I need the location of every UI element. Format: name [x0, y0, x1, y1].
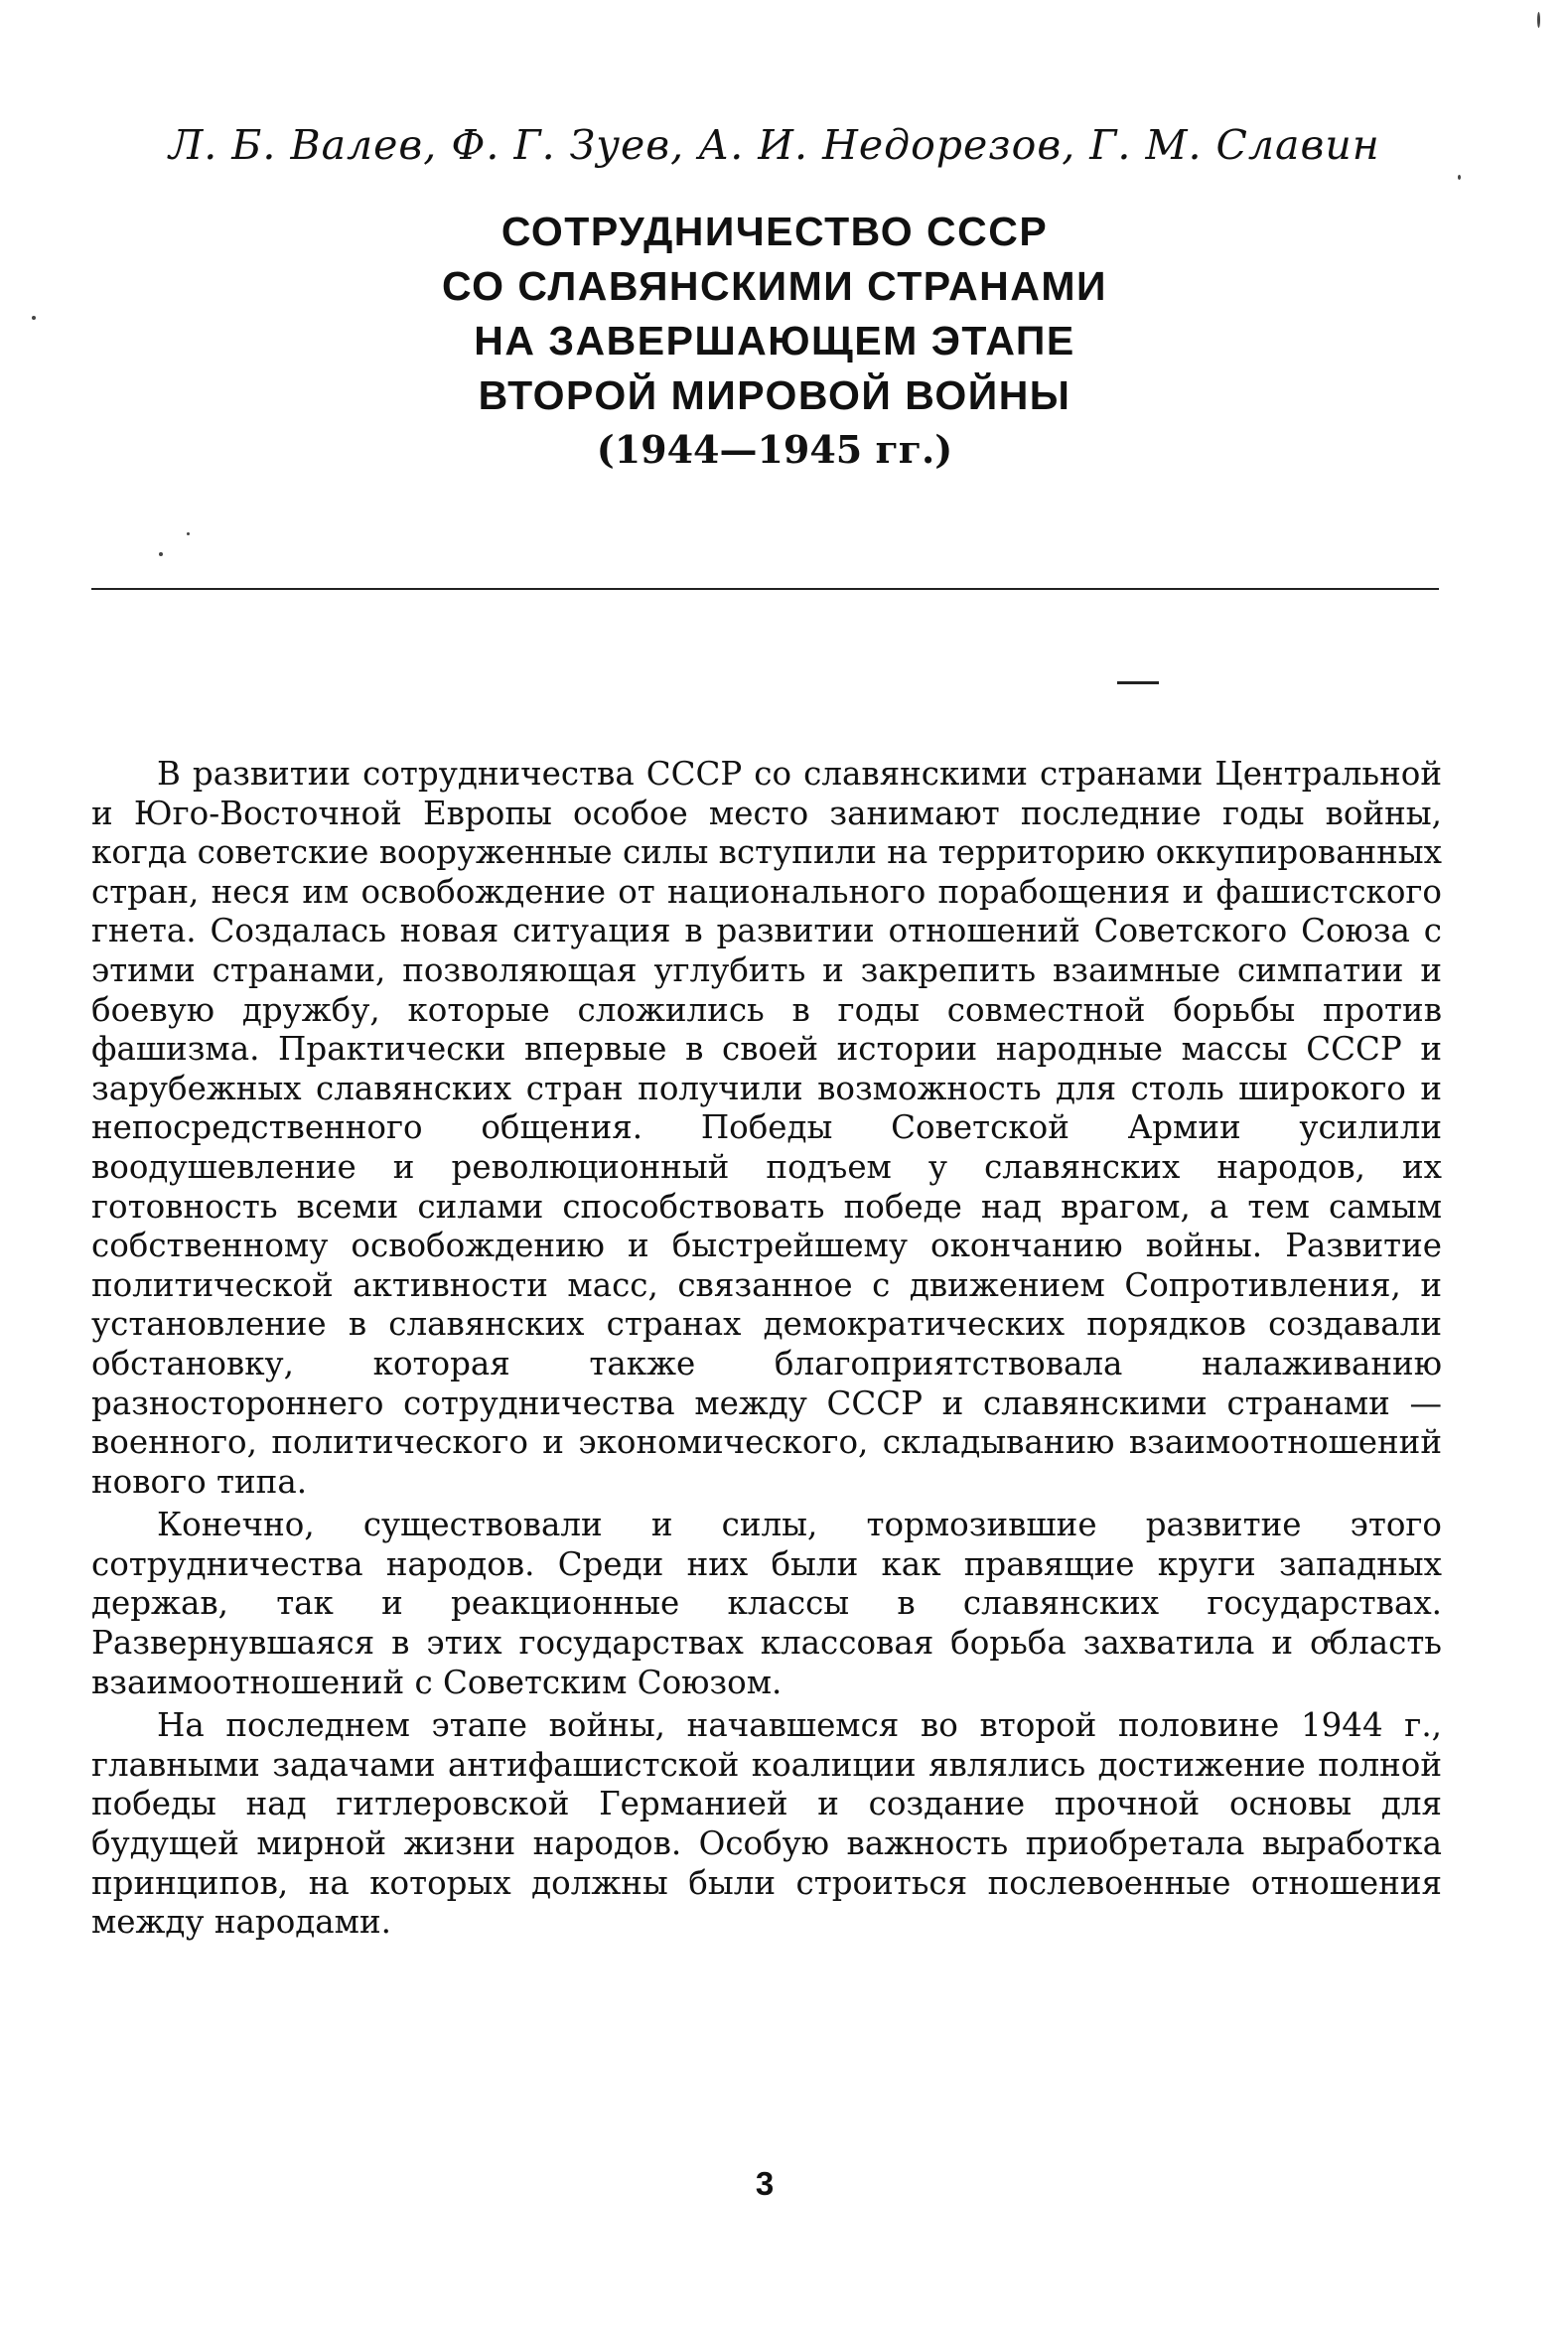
- authors: Л. Б. Валев, Ф. Г. Зуев, А. И. Недорезов, Г. М. Славин: [169, 121, 1380, 169]
- scan-speck: [159, 552, 163, 556]
- scan-speck: [1458, 175, 1461, 180]
- scan-speck: [32, 316, 36, 320]
- article-body: [91, 755, 1442, 1947]
- paragraph: В развитии сотрудничества СССР со славянскими странами Центральной и Юго-Восточной Европы особое место занимают последние годы войны, когда советские вооруженные силы вступили на территорию оккупированных стран, неся им освобождение от национального порабощения и фашистского гнета. Создалась новая ситуация в развитии отношений Советского Союза с этими странами, позволяющая углубить и закрепить взаимные симпатии и боевую дружбу, которые сложились в годы совместной борьбы против фашизма. Практически впервые в своей истории народные массы СССР и зарубежных славянских стран получили возможность для столь широкого и непосредственного общения. Победы Советской Армии усилили воодушевление и революционный подъем у славянских народов, их готовность всеми силами способствовать победе над врагом, а тем самым собственному освобождению и быстрейшему окончанию войны. Развитие политической активности масс, связанное с движением Сопротивления, и установление в славянских странах демократических порядков создавали обстановку, которая также благоприятствовала налаживанию разностороннего сотрудничества между СССР и славянскими странами — военного, политического и экономического, складыванию взаимоотношений нового типа.: [91, 755, 1442, 1501]
- title-line: ВТОРОЙ МИРОВОЙ ВОЙНЫ: [478, 372, 1071, 418]
- header-rule: [91, 588, 1439, 590]
- page-number: 3: [755, 2165, 775, 2202]
- paragraph: На последнем этапе войны, начавшемся во второй половине 1944 г., главными задачами антифашистской коалиции являлись достижение полной победы над гитлеровской Германией и создание прочной основы для будущей мирной жизни народов. Особую важность приобретала выработка принципов, на которых должны были строиться послевоенные отношения между народами.: [91, 1706, 1442, 1942]
- paragraph: Конечно, существовали и силы, тормозившие развитие этого сотрудничества народов. Среди них были как правящие круги западных держав, так и реакционные классы в славянских государствах. Развернувшаяся в этих государствах классовая борьба захватила и область взаимоотношений с Советским Союзом.: [91, 1506, 1442, 1701]
- title-years: (1944—1945 гг.): [596, 427, 953, 472]
- title-line: СО СЛАВЯНСКИМИ СТРАНАМИ: [442, 263, 1107, 309]
- decorative-dash: [1117, 681, 1159, 684]
- scan-speck: [1537, 12, 1540, 28]
- title-line: НА ЗАВЕРШАЮЩЕМ ЭТАПЕ: [474, 318, 1075, 363]
- article-title: [228, 205, 1321, 423]
- scan-speck: [187, 532, 190, 535]
- title-line: СОТРУДНИЧЕСТВО СССР: [500, 209, 1049, 254]
